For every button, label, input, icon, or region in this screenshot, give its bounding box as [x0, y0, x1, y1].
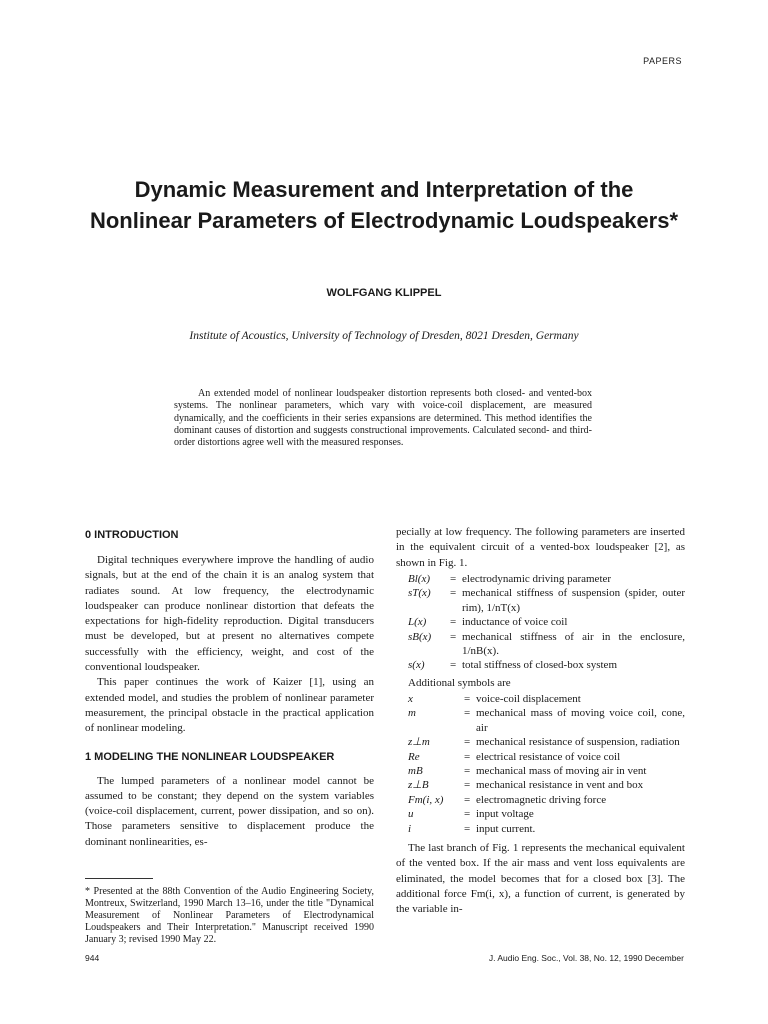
symbol-description: input current.	[476, 822, 536, 835]
symbol-item: z⊥m = mechanical resistance of suspension, radiation	[408, 735, 685, 749]
parameter-description: electrodynamic driving parameter	[462, 572, 612, 585]
symbol-item: Re = electrical resistance of voice coil	[408, 750, 685, 764]
parameter-symbol: s(x)	[408, 659, 425, 672]
symbol-item: i = input current.	[408, 822, 685, 836]
symbol-description: mechanical mass of moving voice coil, cone, air	[476, 707, 685, 734]
footnote: * Presented at the 88th Convention of the Audio Engineering Society, Montreux, Switzerland, 1990 March 13–16, under the title "Dynamical Measurement of Nonlinear Parameters of Electrodynamical Loudspeakers and Their Interpretation." Manuscript received 1990 January 3; revised 1990 May 22.	[85, 886, 374, 945]
abstract: An extended model of nonlinear loudspeaker distortion represents both closed- and vented-box systems. The nonlinear parameters, which vary with voice-coil displacement, are measured dynamically, and the coefficients in their series expansions are determined. This method identifies the dominant causes of distortion and suggests constructional improvements. Calculated second- and third-order distortions agree well with the measured responses.	[174, 388, 592, 449]
symbol-item: x = voice-coil displacement	[408, 692, 685, 706]
journal-reference: J. Audio Eng. Soc., Vol. 38, No. 12, 1990 December	[488, 953, 684, 963]
symbol-description: mechanical resistance in vent and box	[476, 779, 644, 792]
symbol-name: Fm(i, x)	[408, 793, 444, 806]
parameter-description: inductance of voice coil	[462, 616, 568, 629]
symbol-name: z⊥m	[408, 736, 430, 749]
parameter-list	[408, 572, 685, 673]
affiliation: Institute of Acoustics, University of Technology of Dresden, 8021 Dresden, Germany	[189, 330, 579, 342]
symbol-name: mB	[408, 765, 423, 778]
symbol-item: z⊥B = mechanical resistance in vent and box	[408, 778, 685, 792]
symbol-description: voice-coil displacement	[476, 693, 581, 706]
symbol-description: mechanical resistance of suspension, radiation	[476, 736, 680, 749]
parameter-symbol: Bl(x)	[408, 572, 430, 585]
parameter-item: s(x) = total stiffness of closed-box system	[408, 658, 685, 672]
symbol-name: x	[408, 693, 413, 706]
paragraph: The last branch of Fig. 1 represents the mechanical equivalent of the vented box. If the air mass and vent loss equivalents are eliminated, the model becomes that for a closed box [3]. The additional force Fm(i, x), a function of current, is generated by the variable in-	[396, 842, 685, 916]
paragraph: pecially at low frequency. The following parameters are inserted in the equivalent circuit of a vented-box loudspeaker [2], as shown in Fig. 1.	[396, 526, 685, 569]
symbol-item: u = input voltage	[408, 807, 685, 821]
symbol-list	[408, 692, 685, 836]
paragraph: Additional symbols are	[408, 676, 511, 689]
section-heading-modeling: 1 MODELING THE NONLINEAR LOUDSPEAKER	[85, 750, 335, 763]
parameter-item: sT(x) = mechanical stiffness of suspension (spider, outer rim), 1/nT(x)	[408, 587, 685, 614]
running-header: PAPERS	[643, 56, 682, 66]
title-line-2: Nonlinear Parameters of Electrodynamic Loudspeakers*	[89, 208, 679, 233]
author-name: WOLFGANG KLIPPEL	[326, 287, 442, 299]
symbol-name: m	[408, 707, 416, 720]
paragraph: Digital techniques everywhere improve the handling of audio signals, but at the end of the chain it is an analog system that radiates sound. At low frequency, the electrodynamic loudspeaker can produce nonlinear distortion that defeats the expectations for high-fidelity reproduction. Digital transducers must be developed, but at present no alternatives compete successfully with the efficiency, weight, and cost of the conventional loudspeaker.	[85, 554, 374, 674]
symbol-description: electromagnetic driving force	[476, 793, 607, 806]
paragraph: This paper continues the work of Kaizer [1], using an extended model, and studies the problem of nonlinear parameter measurement, the principal obstacle in the practical application of nonlinear modeling.	[85, 676, 374, 735]
left-column	[85, 528, 374, 850]
symbol-description: input voltage	[476, 808, 534, 821]
parameter-item: Bl(x) = electrodynamic driving parameter	[408, 572, 685, 586]
symbol-name: Re	[408, 750, 420, 763]
parameter-description: mechanical stiffness of suspension (spider, outer rim), 1/nT(x)	[462, 587, 685, 614]
symbol-description: mechanical mass of moving air in vent	[476, 765, 647, 778]
parameter-item: sB(x) = mechanical stiffness of air in the enclosure, 1/nB(x).	[408, 630, 685, 657]
parameter-description: total stiffness of closed-box system	[462, 659, 617, 672]
right-column	[396, 525, 685, 918]
symbol-name: u	[408, 808, 414, 821]
parameter-symbol: L(x)	[408, 616, 427, 629]
symbol-item: Fm(i, x) = electromagnetic driving force	[408, 793, 685, 807]
symbol-item: mB = mechanical mass of moving air in vent	[408, 764, 685, 778]
symbol-name: z⊥B	[408, 779, 429, 792]
section-heading-introduction: 0 INTRODUCTION	[85, 529, 179, 541]
symbol-item: m = mechanical mass of moving voice coil, cone, air	[408, 707, 685, 734]
parameter-item: L(x) = inductance of voice coil	[408, 615, 685, 629]
title-line-1: Dynamic Measurement and Interpretation of the	[134, 177, 634, 202]
symbol-description: electrical resistance of voice coil	[476, 750, 621, 763]
parameter-description: mechanical stiffness of air in the enclosure, 1/nB(x).	[462, 630, 685, 657]
parameter-symbol: sB(x)	[408, 630, 432, 643]
parameter-symbol: sT(x)	[408, 587, 431, 600]
paragraph: The lumped parameters of a nonlinear model cannot be assumed to be constant; they depend on the system variables (voice-coil displacement, current, power dissipation, and so on). Those parameters sensitive to displacement produce the dominant nonlinearities, es-	[85, 774, 374, 848]
symbol-name: i	[408, 822, 412, 835]
footnote-rule	[85, 878, 153, 879]
page-number: 944	[85, 953, 100, 963]
paper-title	[0, 174, 768, 236]
